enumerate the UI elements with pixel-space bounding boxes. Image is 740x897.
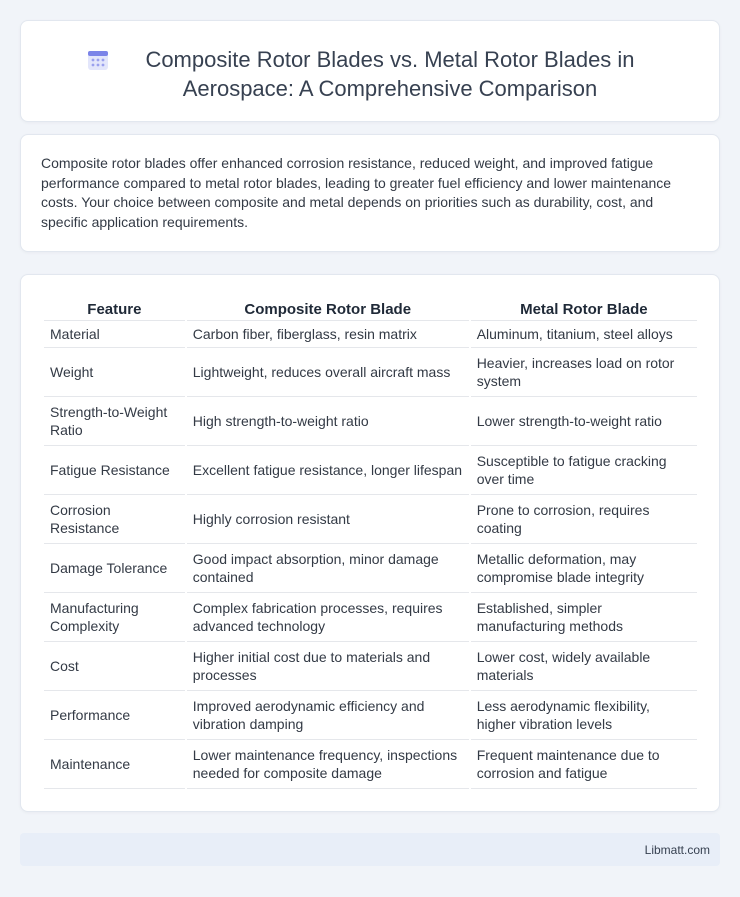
table-row bbox=[44, 691, 697, 740]
feature-cell: Corrosion Resistance bbox=[44, 495, 185, 544]
feature-cell: Maintenance bbox=[44, 740, 185, 789]
intro-paragraph: Composite rotor blades offer enhanced corrosion resistance, reduced weight, and improved fatigue performance compared to metal rotor blades, leading to greater fuel efficiency and lower maintenance costs. Your choice between composite and metal depends on priorities such as durability, cost, and specific application requirements. bbox=[41, 155, 672, 230]
composite-cell: Lower maintenance frequency, inspections needed for composite damage bbox=[187, 740, 469, 789]
feature-cell: Fatigue Resistance bbox=[44, 446, 185, 495]
composite-cell: Lightweight, reduces overall aircraft mass bbox=[187, 348, 469, 397]
metal-cell: Lower cost, widely available materials bbox=[471, 642, 697, 691]
table-row bbox=[44, 544, 697, 593]
table-row bbox=[44, 593, 697, 642]
header-composite: Composite Rotor Blade bbox=[187, 295, 469, 321]
metal-cell: Heavier, increases load on rotor system bbox=[471, 348, 697, 397]
title-wrap bbox=[21, 45, 719, 103]
feature-cell: Material bbox=[44, 321, 185, 348]
page-title: Composite Rotor Blades vs. Metal Rotor Blades in Aerospace: A Comprehensive Comparison bbox=[145, 47, 635, 101]
feature-cell: Weight bbox=[44, 348, 185, 397]
metal-cell: Prone to corrosion, requires coating bbox=[471, 495, 697, 544]
feature-cell: Strength-to-Weight Ratio bbox=[44, 397, 185, 446]
composite-cell: Carbon fiber, fiberglass, resin matrix bbox=[187, 321, 469, 348]
composite-cell: Excellent fatigue resistance, longer lifespan bbox=[187, 446, 469, 495]
table-header-row bbox=[44, 295, 697, 321]
header-feature: Feature bbox=[44, 295, 185, 321]
metal-cell: Susceptible to fatigue cracking over time bbox=[471, 446, 697, 495]
comparison-table bbox=[42, 295, 699, 789]
table-row bbox=[44, 321, 697, 348]
table-row bbox=[44, 397, 697, 446]
metal-cell: Aluminum, titanium, steel alloys bbox=[471, 321, 697, 348]
metal-cell: Lower strength-to-weight ratio bbox=[471, 397, 697, 446]
footer-bar bbox=[20, 833, 720, 866]
feature-cell: Manufacturing Complexity bbox=[44, 593, 185, 642]
footer-site-link[interactable]: Libmatt.com bbox=[644, 843, 710, 857]
table-row bbox=[44, 740, 697, 789]
composite-cell: Highly corrosion resistant bbox=[187, 495, 469, 544]
table-row bbox=[44, 446, 697, 495]
title-card bbox=[20, 20, 720, 122]
composite-cell: Improved aerodynamic efficiency and vibration damping bbox=[187, 691, 469, 740]
composite-cell: Higher initial cost due to materials and processes bbox=[187, 642, 469, 691]
composite-cell: Complex fabrication processes, requires advanced technology bbox=[187, 593, 469, 642]
feature-cell: Damage Tolerance bbox=[44, 544, 185, 593]
metal-cell: Metallic deformation, may compromise blade integrity bbox=[471, 544, 697, 593]
calendar-icon bbox=[87, 49, 109, 71]
metal-cell: Less aerodynamic flexibility, higher vibration levels bbox=[471, 691, 697, 740]
metal-cell: Established, simpler manufacturing methods bbox=[471, 593, 697, 642]
table-row bbox=[44, 348, 697, 397]
composite-cell: Good impact absorption, minor damage contained bbox=[187, 544, 469, 593]
table-row bbox=[44, 642, 697, 691]
feature-cell: Performance bbox=[44, 691, 185, 740]
intro-card bbox=[20, 134, 720, 252]
feature-cell: Cost bbox=[44, 642, 185, 691]
table-row bbox=[44, 495, 697, 544]
header-metal: Metal Rotor Blade bbox=[471, 295, 697, 321]
composite-cell: High strength-to-weight ratio bbox=[187, 397, 469, 446]
metal-cell: Frequent maintenance due to corrosion and fatigue bbox=[471, 740, 697, 789]
comparison-card bbox=[20, 274, 720, 812]
